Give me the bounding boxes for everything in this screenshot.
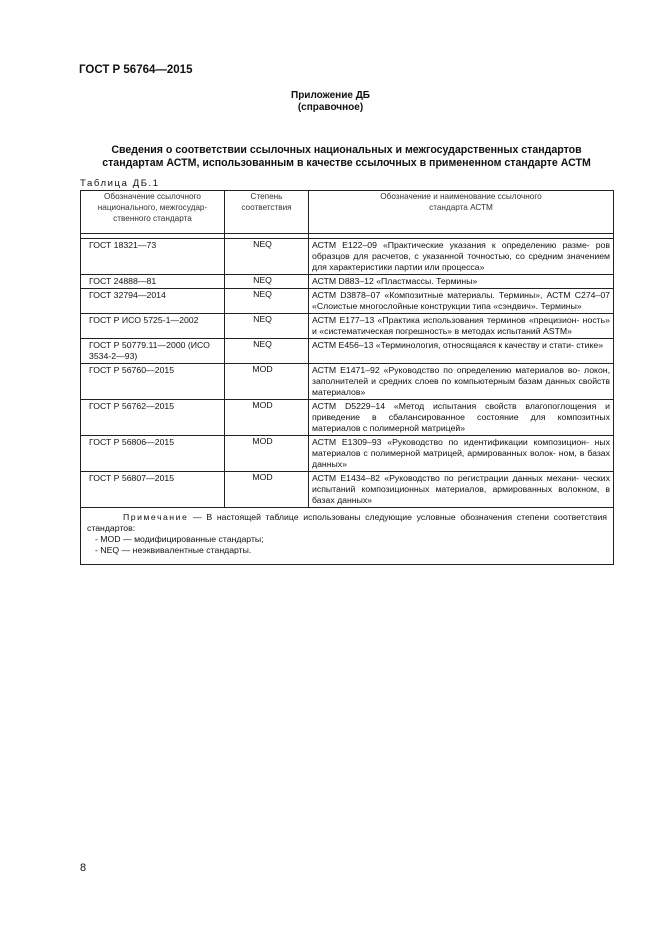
table-label: Таблица ДБ.1 xyxy=(80,178,160,189)
document-id: ГОСТ Р 56764—2015 xyxy=(79,64,193,76)
appendix-heading xyxy=(0,90,661,114)
table-row xyxy=(81,289,614,314)
correspondence-degree: MOD xyxy=(225,400,309,436)
national-standard-code: ГОСТ 24888—81 xyxy=(81,275,225,289)
correspondence-table xyxy=(80,190,614,565)
table-row xyxy=(81,364,614,400)
correspondence-degree: MOD xyxy=(225,472,309,508)
table-header-row xyxy=(81,191,614,234)
national-standard-code: ГОСТ 18321—73 xyxy=(81,239,225,275)
table-row xyxy=(81,472,614,508)
national-standard-code: ГОСТ Р 50779.11—2000 (ИСО 3534-2—93) xyxy=(81,339,225,364)
column-header-national-standard: Обозначение ссылочного национального, межгосудар- ственного стандарта xyxy=(97,192,208,223)
correspondence-degree: MOD xyxy=(225,436,309,472)
correspondence-degree: NEQ xyxy=(225,339,309,364)
section-title-line2: стандартам АСТМ, использованным в качестве ссылочных в примененном стандарте АСТМ xyxy=(102,157,591,169)
table-row xyxy=(81,400,614,436)
appendix-subtitle: (справочное) xyxy=(297,102,364,113)
national-standard-code: ГОСТ Р 56760—2015 xyxy=(81,364,225,400)
section-title xyxy=(80,144,613,170)
table-row xyxy=(81,275,614,289)
appendix-title: Приложение ДБ xyxy=(291,90,370,101)
astm-standard: АСТМ D5229–14 «Метод испытания свойств влагопоглощения и приведение в сбалансированное состояние для композитных материалов с полимерной матрицей» xyxy=(309,400,614,436)
national-standard-code: ГОСТ Р 56762—2015 xyxy=(81,400,225,436)
note-text: — В настоящей таблице использованы следующие условные обозначения степени соответствия стандартов: xyxy=(87,512,608,533)
table-row xyxy=(81,239,614,275)
table-row xyxy=(81,436,614,472)
note-item-mod: - MOD — модифицированные стандарты; xyxy=(95,534,264,544)
note-item-neq: - NEQ — неэквивалентные стандарты. xyxy=(95,545,252,555)
table-note-row xyxy=(81,508,614,565)
astm-standard: АСТМ Е122–09 «Практические указания к определению разме- ров образцов для расчетов, с указанной точностью, со средним значением для характеристики партии или процесса» xyxy=(309,239,614,275)
astm-standard: АСТМ Е456–13 «Терминология, относящаяся к качеству и стати- стике» xyxy=(309,339,614,364)
page-number: 8 xyxy=(80,862,87,874)
table-note xyxy=(81,508,614,565)
astm-standard: АСТМ D883–12 «Пластмассы. Термины» xyxy=(309,275,614,289)
column-header-degree: Степень соответствия xyxy=(225,191,309,234)
column-header-astm-standard: Обозначение и наименование ссылочного стандарта АСТМ xyxy=(309,191,614,234)
astm-standard: АСТМ D3878–07 «Композитные материалы. Термины», АСТМ C274–07 «Слоистые многослойные конструкции типа «сэндвич». Термины» xyxy=(309,289,614,314)
note-label: Примечание xyxy=(123,512,189,522)
national-standard-code: ГОСТ Р ИСО 5725-1—2002 xyxy=(81,314,225,339)
note-intro xyxy=(87,512,607,534)
correspondence-degree: NEQ xyxy=(225,275,309,289)
table-row xyxy=(81,339,614,364)
astm-standard: АСТМ Е1309–93 «Руководство по идентификации композицион- ных материалов с полимерной матрицей, армированных волок- ном, в базах данных» xyxy=(309,436,614,472)
correspondence-degree: NEQ xyxy=(225,314,309,339)
national-standard-code: ГОСТ Р 56806—2015 xyxy=(81,436,225,472)
table-row xyxy=(81,314,614,339)
astm-standard: АСТМ Е1434–82 «Руководство по регистрации данных механи- ческих испытаний композиционных материалов, армированных волокном, в базах данных» xyxy=(309,472,614,508)
correspondence-degree: NEQ xyxy=(225,239,309,275)
national-standard-code: ГОСТ 32794—2014 xyxy=(81,289,225,314)
astm-standard: АСТМ Е177–13 «Практика использования терминов «прецизион- ность» и «систематическая погрешность» в методах испытаний ASTM» xyxy=(309,314,614,339)
correspondence-degree: NEQ xyxy=(225,289,309,314)
astm-standard: АСТМ Е1471–92 «Руководство по определению материалов во- локон, заполнителей и средних слоев по компьютерным базам данных свойств материалов» xyxy=(309,364,614,400)
correspondence-degree: MOD xyxy=(225,364,309,400)
section-title-line1: Сведения о соответствии ссылочных национальных и межгосударственных стандартов xyxy=(111,144,582,156)
national-standard-code: ГОСТ Р 56807—2015 xyxy=(81,472,225,508)
